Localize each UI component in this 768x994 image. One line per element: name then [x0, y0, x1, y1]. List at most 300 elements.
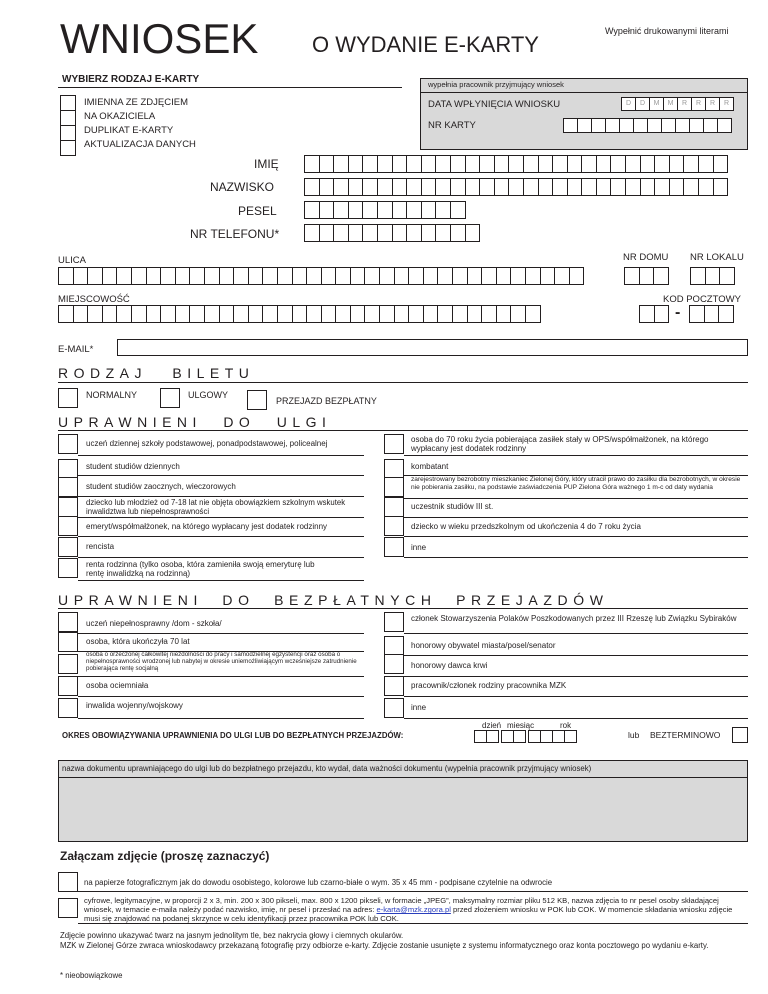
char-cell[interactable]	[321, 267, 337, 285]
discount-right-rule-3	[404, 498, 748, 499]
free-heading: UPRAWNIENI DO BEZPŁATNYCH PRZEJAZDÓW	[58, 592, 609, 608]
char-cell[interactable]	[350, 305, 366, 323]
char-cell[interactable]	[233, 305, 249, 323]
char-cell[interactable]	[625, 178, 641, 196]
char-cell[interactable]	[319, 178, 335, 196]
validity-year-label: rok	[560, 721, 572, 730]
ticket-checkbox-reduced[interactable]	[160, 388, 180, 408]
discount-right-checkbox-1[interactable]	[384, 434, 404, 454]
char-cell[interactable]	[718, 305, 734, 323]
free-right-label-2: honorowy obywatel miasta/posel/senator	[411, 641, 556, 650]
char-cell[interactable]	[640, 178, 656, 196]
reception-date-grid[interactable]	[621, 97, 733, 111]
photo-digital-checkbox[interactable]	[58, 898, 78, 918]
char-cell[interactable]	[525, 267, 541, 285]
char-cell[interactable]	[204, 305, 220, 323]
discount-right-label-2: kombatant	[411, 462, 449, 471]
char-cell[interactable]	[552, 178, 568, 196]
fill-instruction: Wypełnić drukowanymi literami	[605, 26, 729, 36]
date-cell[interactable]: M	[649, 97, 664, 111]
char-cell[interactable]	[292, 305, 308, 323]
first-name-grid[interactable]	[304, 155, 727, 173]
char-cell[interactable]	[605, 118, 620, 133]
char-cell[interactable]	[189, 267, 205, 285]
char-cell[interactable]	[654, 178, 670, 196]
discount-left-checkbox-6[interactable]	[58, 537, 78, 557]
card-type-label-duplicate: DUPLIKAT E-KARTY	[84, 125, 174, 136]
char-cell[interactable]	[717, 118, 732, 133]
char-cell[interactable]	[348, 201, 364, 219]
char-cell[interactable]	[348, 224, 364, 242]
char-cell[interactable]	[452, 267, 468, 285]
flat-number-grid[interactable]	[690, 267, 734, 285]
email-input[interactable]	[117, 339, 748, 356]
char-cell[interactable]	[377, 155, 393, 173]
char-cell[interactable]	[577, 118, 592, 133]
char-cell[interactable]	[333, 224, 349, 242]
card-type-rule	[58, 87, 402, 88]
validity-month-label: miesiąc	[507, 721, 535, 730]
char-cell[interactable]	[523, 178, 539, 196]
char-cell[interactable]	[160, 305, 176, 323]
char-cell[interactable]	[423, 305, 439, 323]
char-cell[interactable]	[596, 178, 612, 196]
free-right-label-1: członek Stowarzyszenia Polaków Poszkodowanych przez III Rzeszę lub Związku Sybiraków	[411, 614, 737, 623]
city-grid[interactable]	[58, 305, 540, 323]
photo-digital-text-b: przed złożeniem wniosku w POK lub COK. W momencie składania wniosku zdjęcie musi się znajdować na podanej skrzynce w celu identyfikacji przez pracownika POK lub COK.	[84, 905, 733, 924]
char-cell[interactable]	[640, 155, 656, 173]
char-cell[interactable]	[508, 178, 524, 196]
char-cell[interactable]	[335, 267, 351, 285]
char-cell[interactable]	[619, 118, 634, 133]
discount-right-checkbox-4[interactable]	[384, 497, 404, 517]
char-cell[interactable]	[496, 267, 512, 285]
char-cell[interactable]	[467, 305, 483, 323]
discount-left-label-3: student studiów zaocznych, wieczorowych	[86, 482, 236, 491]
char-cell[interactable]	[319, 155, 335, 173]
char-cell[interactable]	[450, 201, 466, 219]
char-cell[interactable]	[219, 267, 235, 285]
char-cell[interactable]	[705, 267, 721, 285]
char-cell[interactable]	[348, 155, 364, 173]
flat-number-label: NR LOKALU	[690, 252, 744, 263]
char-cell[interactable]	[87, 267, 103, 285]
free-right-rule-5	[404, 718, 748, 719]
photo-digital-text-a: cyfrowe, legitymacyjne, w proporcji 2 x 3, min. 200 x 300 pikseli, max. 800 x 1200 pikseli, w formacie „JPEG”, maksymalny rozmiar pliku 512 KB, nazwa zdjęcia to nr pesel osoby składającej wniosek, w temacie e-maila należy podać nazwisko, imię, nr pesel i przesłać na adres:	[84, 896, 719, 915]
char-cell[interactable]	[377, 201, 393, 219]
char-cell[interactable]	[319, 201, 335, 219]
char-cell[interactable]	[552, 155, 568, 173]
free-left-checkbox-2[interactable]	[58, 632, 78, 652]
char-cell[interactable]	[683, 178, 699, 196]
char-cell[interactable]	[661, 118, 676, 133]
char-cell[interactable]	[233, 267, 249, 285]
char-cell[interactable]	[653, 267, 669, 285]
char-cell[interactable]	[713, 178, 729, 196]
char-cell[interactable]	[690, 267, 706, 285]
card-type-checkbox-bearer[interactable]	[60, 110, 76, 126]
char-cell[interactable]	[204, 267, 220, 285]
char-cell[interactable]	[406, 201, 422, 219]
char-cell[interactable]	[683, 155, 699, 173]
char-cell[interactable]	[362, 224, 378, 242]
char-cell[interactable]	[364, 267, 380, 285]
discount-right-label-4: uczestnik studiów III st.	[411, 502, 494, 511]
postcode-grid-a[interactable]	[639, 305, 668, 323]
photo-digital-rule	[78, 923, 748, 924]
char-cell[interactable]	[116, 305, 132, 323]
char-cell[interactable]	[525, 305, 541, 323]
char-cell[interactable]	[392, 155, 408, 173]
free-right-checkbox-5[interactable]	[384, 698, 404, 718]
char-cell[interactable]	[248, 305, 264, 323]
char-cell[interactable]	[704, 305, 720, 323]
char-cell[interactable]	[392, 201, 408, 219]
char-cell[interactable]	[450, 224, 466, 242]
date-cell[interactable]: M	[663, 97, 678, 111]
discount-left-rule-1	[78, 455, 364, 456]
ticket-checkbox-free[interactable]	[247, 390, 267, 410]
city-label: MIEJSCOWOŚĆ	[58, 294, 130, 305]
char-cell[interactable]	[510, 267, 526, 285]
char-cell[interactable]	[654, 155, 670, 173]
discount-right-label-1: osoba do 70 roku życia pobierająca zasiłek stały w OPS/współmałżonek, na którego wypłacany jest dodatek rodzinny	[411, 435, 709, 454]
char-cell[interactable]	[669, 178, 685, 196]
char-cell[interactable]	[467, 267, 483, 285]
house-number-grid[interactable]	[624, 267, 668, 285]
discount-left-rule-4	[78, 517, 364, 518]
char-cell[interactable]	[569, 267, 585, 285]
free-right-checkbox-3[interactable]	[384, 654, 404, 674]
date-cell[interactable]: D	[635, 97, 650, 111]
char-cell[interactable]	[494, 178, 510, 196]
char-cell[interactable]	[116, 267, 132, 285]
char-cell[interactable]	[540, 267, 556, 285]
char-cell[interactable]	[394, 267, 410, 285]
char-cell[interactable]	[510, 305, 526, 323]
surname-grid[interactable]	[304, 178, 727, 196]
char-cell[interactable]	[610, 155, 626, 173]
discount-right-label-5: dziecko w wieku przedszkolnym od ukończenia 4 do 7 roku życia	[411, 522, 641, 531]
char-cell[interactable]	[465, 178, 481, 196]
char-cell[interactable]	[304, 201, 320, 219]
char-cell[interactable]	[58, 305, 74, 323]
discount-right-checkbox-5[interactable]	[384, 516, 404, 536]
discount-right-rule-5	[404, 536, 748, 537]
char-cell[interactable]	[160, 267, 176, 285]
char-cell[interactable]	[87, 305, 103, 323]
validity-label: OKRES OBOWIĄZYWANIA UPRAWNIENIA DO ULGI LUB DO BEZPŁATNYCH PRZEJAZDÓW:	[62, 731, 404, 740]
free-right-checkbox-2[interactable]	[384, 636, 404, 656]
char-cell[interactable]	[435, 155, 451, 173]
photo-email-link[interactable]: e-karta@mzk.zgora.pl	[376, 905, 451, 915]
photo-paper-checkbox[interactable]	[58, 872, 78, 892]
discount-right-checkbox-3[interactable]	[384, 477, 404, 497]
char-cell[interactable]	[333, 155, 349, 173]
free-right-checkbox-1[interactable]	[384, 612, 404, 632]
char-cell[interactable]	[654, 305, 670, 323]
card-type-label-update: AKTUALIZACJA DANYCH	[84, 139, 196, 150]
validity-indefinite-checkbox[interactable]	[732, 727, 748, 743]
char-cell[interactable]	[698, 155, 714, 173]
char-cell[interactable]	[494, 155, 510, 173]
char-cell[interactable]	[421, 178, 437, 196]
char-cell[interactable]	[639, 305, 655, 323]
free-right-checkbox-4[interactable]	[384, 676, 404, 696]
discount-left-checkbox-7[interactable]	[58, 558, 78, 578]
char-cell[interactable]	[437, 267, 453, 285]
char-cell[interactable]	[452, 305, 468, 323]
card-type-label-photo: IMIENNA ZE ZDJĘCIEM	[84, 97, 188, 108]
char-cell[interactable]	[554, 267, 570, 285]
discount-left-checkbox-3[interactable]	[58, 477, 78, 497]
discount-left-label-2: student studiów dziennych	[86, 462, 180, 471]
char-cell[interactable]	[408, 305, 424, 323]
char-cell[interactable]	[277, 305, 293, 323]
char-cell[interactable]	[335, 305, 351, 323]
discount-right-checkbox-2[interactable]	[384, 459, 404, 479]
discount-left-rule-3	[78, 496, 364, 497]
card-number-label: NR KARTY	[428, 120, 476, 131]
discount-left-label-1: uczeń dziennej szkoły podstawowej, ponadpodstawowej, policealnej	[86, 439, 328, 448]
char-cell[interactable]	[581, 178, 597, 196]
char-cell[interactable]	[435, 178, 451, 196]
char-cell[interactable]	[189, 305, 205, 323]
char-cell[interactable]	[435, 224, 451, 242]
char-cell[interactable]	[591, 118, 606, 133]
date-cell[interactable]: R	[677, 97, 692, 111]
discount-left-label-5: emeryt/współmałżonek, na którego wypłacany jest dodatek rodzinny	[86, 522, 328, 531]
char-cell[interactable]	[304, 178, 320, 196]
free-left-checkbox-5[interactable]	[58, 698, 78, 718]
card-type-checkbox-duplicate[interactable]	[60, 125, 76, 141]
char-cell[interactable]	[277, 267, 293, 285]
photo-paper-rule	[78, 891, 748, 892]
date-cell[interactable]: R	[691, 97, 706, 111]
char-cell[interactable]	[362, 155, 378, 173]
char-cell[interactable]	[703, 118, 718, 133]
char-cell[interactable]	[348, 178, 364, 196]
char-cell[interactable]	[408, 267, 424, 285]
char-cell[interactable]	[523, 155, 539, 173]
char-cell[interactable]	[333, 178, 349, 196]
char-cell[interactable]	[262, 305, 278, 323]
validity-or: lub	[628, 730, 640, 740]
char-cell[interactable]	[713, 155, 729, 173]
char-cell[interactable]	[175, 267, 191, 285]
free-right-rule-1	[404, 633, 748, 634]
char-cell[interactable]	[406, 155, 422, 173]
char-cell[interactable]	[437, 305, 453, 323]
discount-left-rule-5	[78, 536, 364, 537]
discount-left-checkbox-2[interactable]	[58, 459, 78, 479]
char-cell[interactable]	[581, 155, 597, 173]
char-cell[interactable]	[435, 201, 451, 219]
char-cell[interactable]	[479, 155, 495, 173]
char-cell[interactable]	[377, 224, 393, 242]
char-cell[interactable]	[58, 267, 74, 285]
char-cell[interactable]	[362, 201, 378, 219]
card-type-checkbox-update[interactable]	[60, 140, 76, 156]
char-cell[interactable]	[481, 267, 497, 285]
free-left-rule-1	[78, 633, 364, 634]
discount-left-checkbox-4[interactable]	[58, 497, 78, 517]
char-cell[interactable]	[146, 305, 162, 323]
postcode-dash: -	[675, 304, 681, 321]
free-left-label-2: osoba, która ukończyła 70 lat	[86, 637, 190, 646]
char-cell[interactable]	[406, 224, 422, 242]
free-right-label-5: inne	[411, 703, 427, 712]
char-cell[interactable]	[538, 178, 554, 196]
char-cell[interactable]	[624, 267, 640, 285]
validity-day-label: dzień	[482, 721, 502, 730]
free-right-rule-2	[404, 655, 748, 656]
photo-heading: Załączam zdjęcie (proszę zaznaczyć)	[60, 849, 270, 863]
photo-digital-label	[84, 896, 744, 923]
discount-rule	[58, 430, 748, 431]
char-cell[interactable]	[350, 267, 366, 285]
ticket-heading: RODZAJ BILETU	[58, 365, 255, 381]
char-cell[interactable]	[423, 267, 439, 285]
char-cell[interactable]	[131, 305, 147, 323]
char-cell[interactable]	[319, 224, 335, 242]
card-number-grid[interactable]	[563, 118, 731, 133]
char-cell[interactable]	[486, 730, 499, 743]
char-cell[interactable]	[377, 178, 393, 196]
discount-left-rule-2	[78, 475, 364, 476]
staff-box-title-rule	[420, 92, 748, 93]
char-cell[interactable]	[689, 118, 704, 133]
ticket-label-reduced: ULGOWY	[188, 390, 229, 400]
char-cell[interactable]	[564, 730, 577, 743]
surname-label: NAZWISKO	[210, 180, 275, 194]
char-cell[interactable]	[421, 155, 437, 173]
discount-left-checkbox-5[interactable]	[58, 516, 78, 536]
free-left-checkbox-1[interactable]	[58, 612, 78, 632]
card-type-checkbox-photo[interactable]	[60, 95, 76, 111]
first-name-label: IMIĘ	[254, 157, 279, 171]
street-grid[interactable]	[58, 267, 583, 285]
char-cell[interactable]	[675, 118, 690, 133]
form-title: WNIOSEK	[60, 15, 259, 62]
date-cell[interactable]: R	[719, 97, 734, 111]
char-cell[interactable]	[563, 118, 578, 133]
char-cell[interactable]	[146, 267, 162, 285]
reception-date-label: DATA WPŁYNIĘCIA WNIOSKU	[428, 99, 561, 110]
char-cell[interactable]	[669, 155, 685, 173]
char-cell[interactable]	[421, 224, 437, 242]
discount-left-rule-6	[78, 557, 364, 558]
char-cell[interactable]	[421, 201, 437, 219]
free-left-checkbox-3[interactable]	[58, 654, 78, 674]
char-cell[interactable]	[450, 178, 466, 196]
char-cell[interactable]	[392, 178, 408, 196]
char-cell[interactable]	[698, 178, 714, 196]
char-cell[interactable]	[262, 267, 278, 285]
discount-right-rule-4	[404, 517, 748, 518]
char-cell[interactable]	[496, 305, 512, 323]
photo-paper-label: na papierze fotograficznym jak do dowodu osobistego, kolorowe lub czarno-białe o wym. 35 x 45 mm - podpisane czytelnie na odwrocie	[84, 878, 553, 887]
char-cell[interactable]	[333, 201, 349, 219]
discount-left-label-6: rencista	[86, 542, 115, 551]
char-cell[interactable]	[625, 155, 641, 173]
char-cell[interactable]	[131, 267, 147, 285]
char-cell[interactable]	[379, 267, 395, 285]
free-left-rule-4	[78, 696, 364, 697]
card-type-heading: WYBIERZ RODZAJ E-KARTY	[62, 74, 200, 85]
discount-right-checkbox-6[interactable]	[384, 537, 404, 557]
char-cell[interactable]	[465, 155, 481, 173]
char-cell[interactable]	[102, 267, 118, 285]
house-number-label: NR DOMU	[623, 252, 669, 263]
char-cell[interactable]	[450, 155, 466, 173]
free-left-label-5: inwalida wojenny/wojskowy	[86, 701, 183, 710]
free-left-checkbox-4[interactable]	[58, 676, 78, 696]
char-cell[interactable]	[567, 178, 583, 196]
char-cell[interactable]	[364, 305, 380, 323]
footnote: * nieobowiązkowe	[60, 971, 123, 980]
char-cell[interactable]	[719, 267, 735, 285]
char-cell[interactable]	[596, 155, 612, 173]
char-cell[interactable]	[392, 224, 408, 242]
char-cell[interactable]	[306, 267, 322, 285]
char-cell[interactable]	[175, 305, 191, 323]
phone-grid[interactable]	[304, 224, 479, 242]
discount-right-rule-1	[404, 455, 748, 456]
ticket-checkbox-normal[interactable]	[58, 388, 78, 408]
validity-date-grid[interactable]	[474, 730, 576, 743]
char-cell[interactable]	[219, 305, 235, 323]
char-cell[interactable]	[513, 730, 526, 743]
char-cell[interactable]	[394, 305, 410, 323]
ticket-rule	[58, 382, 748, 383]
char-cell[interactable]	[479, 178, 495, 196]
discount-left-checkbox-1[interactable]	[58, 434, 78, 454]
char-cell[interactable]	[248, 267, 264, 285]
free-right-label-4: pracownik/członek rodziny pracownika MZK	[411, 681, 567, 690]
char-cell[interactable]	[321, 305, 337, 323]
char-cell[interactable]	[689, 305, 705, 323]
char-cell[interactable]	[465, 224, 481, 242]
char-cell[interactable]	[610, 178, 626, 196]
char-cell[interactable]	[73, 267, 89, 285]
ticket-label-free: PRZEJAZD BEZPŁATNY	[276, 396, 377, 406]
char-cell[interactable]	[304, 224, 320, 242]
date-cell[interactable]: R	[705, 97, 720, 111]
char-cell[interactable]	[73, 305, 89, 323]
postcode-grid-b[interactable]	[689, 305, 733, 323]
char-cell[interactable]	[304, 155, 320, 173]
pesel-grid[interactable]	[304, 201, 465, 219]
date-cell[interactable]: D	[621, 97, 636, 111]
char-cell[interactable]	[379, 305, 395, 323]
char-cell[interactable]	[538, 155, 554, 173]
char-cell[interactable]	[362, 178, 378, 196]
char-cell[interactable]	[508, 155, 524, 173]
char-cell[interactable]	[647, 118, 662, 133]
char-cell[interactable]	[406, 178, 422, 196]
char-cell[interactable]	[639, 267, 655, 285]
char-cell[interactable]	[567, 155, 583, 173]
street-label: ULICA	[58, 255, 86, 266]
discount-left-label-7: renta rodzinna (tylko osoba, która zamieniła swoją emeryturę lub rentę inwalidzką na rodzinną)	[86, 560, 315, 579]
char-cell[interactable]	[292, 267, 308, 285]
char-cell[interactable]	[306, 305, 322, 323]
char-cell[interactable]	[633, 118, 648, 133]
free-left-rule-3	[78, 676, 364, 677]
char-cell[interactable]	[481, 305, 497, 323]
char-cell[interactable]	[102, 305, 118, 323]
